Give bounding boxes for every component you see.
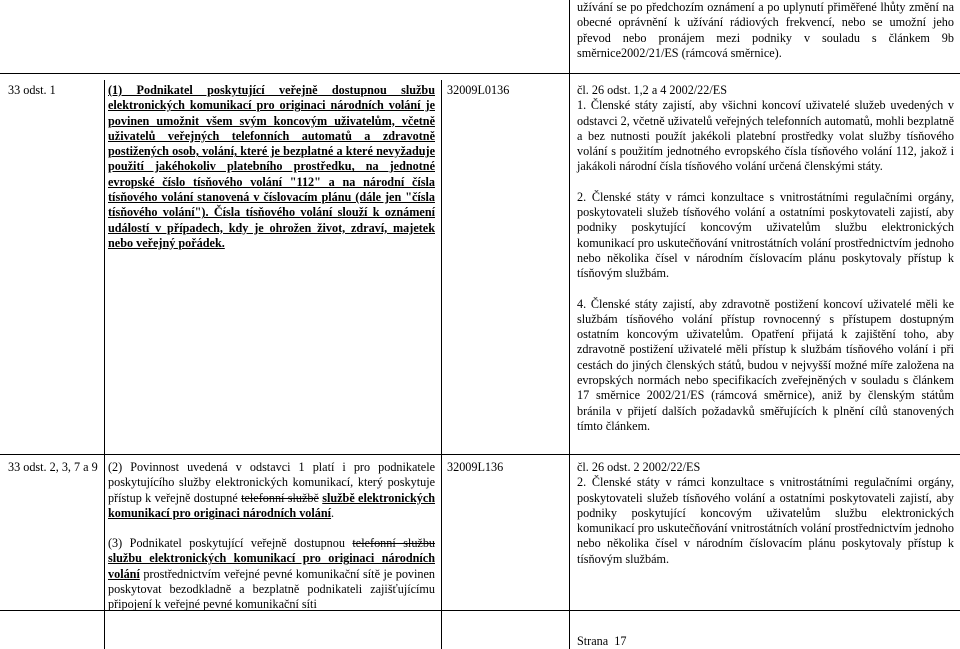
row1-eu xyxy=(577,83,954,434)
col-divider-2 xyxy=(441,80,442,649)
row2-ref: 33 odst. 2, 3, 7 a 9 xyxy=(8,460,98,474)
inserted-text: službě elektronických komunikací pro originaci národních volání xyxy=(108,490,436,520)
row1-cz-text: (1) Podnikatel poskytující veřejně dostupnou službu elektronických komunikací pro originaci národních volání je povinen umožnit všem svým koncovým uživatelům, včetně uživatelů veřejných telefonních automatů a zdravotně postižených osob, volání, které je bezplatné a které nevyžaduje použití jakéhokoliv platebního prostředku, na jednotné evropské číslo tísňového volání "112" a na národní čísla tísňového volání stanovená v číslovacím plánu (dále jen "čísla tísňového volání"). Čísla tísňového volání slouží k oznámení událostí v případech, kdy je ohrožen život, zdraví, majetek nebo veřejný pořádek. xyxy=(108,83,435,250)
row1-eu-para1: 1. Členské státy zajistí, aby všichni koncoví uživatelé služeb uvedených v odstavci 2, včetně uživatelů veřejných telefonních automatů, mohli bezplatně a bez nutnosti použít jakékoli platební prostředky volat služby tísňového volání s použitím jednotného evropského čísla tísňového volání 112, jakož i jakákoli národní čísla tísňového volání určená členskými státy. xyxy=(577,98,954,174)
row1-eu-ref: čl. 26 odst. 1,2 a 4 2002/22/ES xyxy=(577,83,727,97)
row2-eu-text: 2. Členské státy v rámci konzultace s vnitrostátními regulačními orgány, poskytovateli služeb tísňového volání a ostatními poskytovateli zajistí, aby podniky poskytující koncovým uživatelům službu elektronických komunikací pro uskutečňování vnitrostátních volání prostřednictvím jednoho nebo několika čísel v národním číslovacím plánu poskytovaly přístup k tísňovým službám. xyxy=(577,475,954,566)
deleted-text: telefonní službu xyxy=(352,536,436,551)
row2-celex: 32009L136 xyxy=(447,460,504,474)
page-number: Strana 17 xyxy=(577,634,627,648)
row1-celex: 32009L0136 xyxy=(447,83,510,97)
row1-eu-para3: 4. Členské státy zajistí, aby zdravotně postižení koncoví uživatelé měli ke službám tísňového volání přístup rovnocenný s přístupem dostupným ostatním koncovým uživatelům. Opatření přijatá k zajištění toho, aby zdravotně postižení uživatelé měli přístup k službám tísňového volání i při cestách do jiných členských států, budou v nejvyšší možné míře založena na evropských normách nebo specifikacích zveřejněných v souladu s článkem 17 směrnice 2002/21/ES (rámcová směrnice), aniž by členským státům bránila v přijetí dalších požadavků směřujících k plnění cílů stanovených tímto článkem. xyxy=(577,296,954,433)
row2-cz-para3: (3) Podnikatel poskytující veřejně dostupnou telefonní službu službu elektronických komunikací pro originaci národních volání prostřednictvím veřejné pevné komunikační sítě je povinen poskytovat bezodkladně a bezplatně podnikateli zajišťujícímu připojení k veřejné pevné komunikační síti xyxy=(108,536,436,612)
row1-ref: 33 odst. 1 xyxy=(8,83,56,97)
deleted-text: telefonní službě xyxy=(241,490,319,505)
col-divider-1 xyxy=(104,80,105,649)
row2-eu xyxy=(577,460,954,567)
row2-cz-para2: (2) Povinnost uvedená v odstavci 1 platí i pro podnikatele poskytujícího služby elektronických komunikací, který poskytuje přístup k veřejně dostupné telefonní službě službě elektronických komunikací pro originaci národních volání. xyxy=(108,460,436,520)
row2-cz-text xyxy=(108,460,435,613)
col-divider-3 xyxy=(569,0,570,649)
row-divider-top xyxy=(0,73,960,74)
inserted-text: službu elektronických komunikací pro originaci národních volání xyxy=(108,551,435,581)
continuation-text: užívání se po předchozím oznámení a po uplynutí přiměřené lhůty změní na obecné oprávnění k užívání rádiových frekvencí, nebo se umožní jeho převod nebo pronájem mezi podniky v souladu s článkem 9b směrnice2002/21/ES (rámcová směrnice). xyxy=(577,0,954,60)
row2-eu-ref: čl. 26 odst. 2 2002/22/ES xyxy=(577,460,701,474)
row1-eu-para2: 2. Členské státy v rámci konzultace s vnitrostátními regulačními orgány, poskytovateli služeb tísňového volání a ostatními poskytovateli zajistí, aby podniky poskytující koncovým uživatelům službu elektronických komunikací pro uskutečňování vnitrostátních volání prostřednictvím jednoho nebo několika čísel v národním číslovacím plánu poskytovaly přístup k tísňovým službám. xyxy=(577,189,954,281)
row-divider-mid xyxy=(0,454,960,455)
